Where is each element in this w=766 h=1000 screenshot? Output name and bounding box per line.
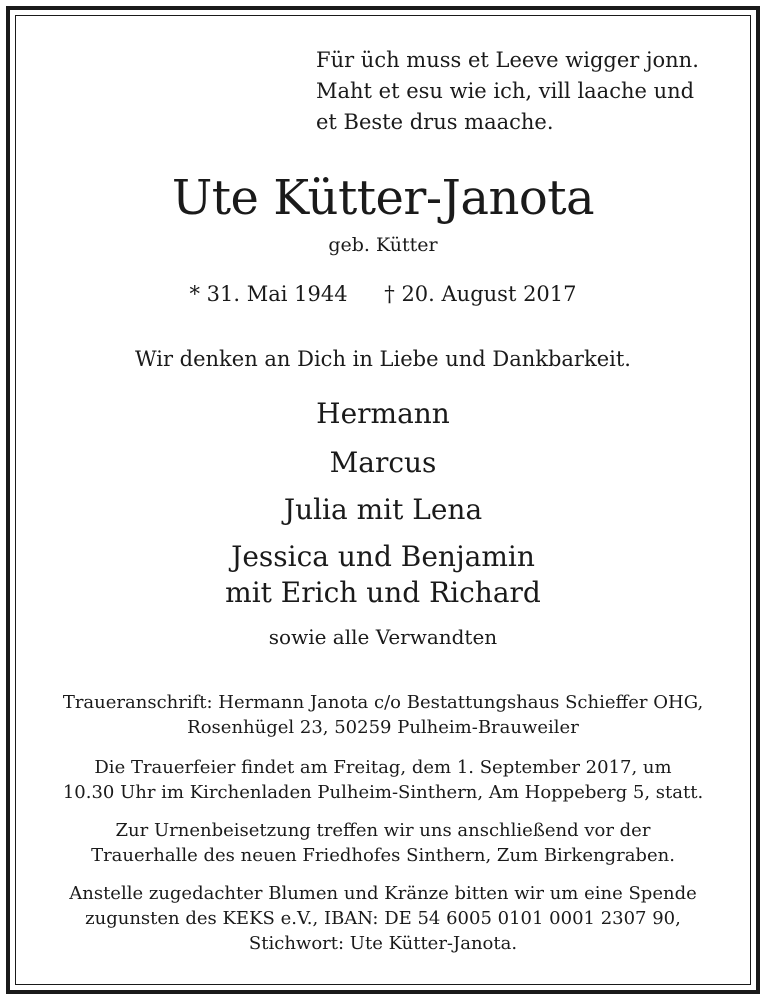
funeral-line: 10.30 Uhr im Kirchenladen Pulheim-Sinthern, Am Hoppeberg 5, statt. xyxy=(62,782,704,803)
funeral-line: Die Trauerfeier findet am Freitag, dem 1. September 2017, um xyxy=(94,757,672,778)
family-member: Hermann xyxy=(316,397,450,430)
relatives-note: sowie alle Verwandten xyxy=(268,625,498,649)
family-member: Julia mit Lena xyxy=(283,493,483,526)
donation-line: Stichwort: Ute Kütter-Janota. xyxy=(248,933,518,954)
donation-notice xyxy=(15,881,751,956)
deceased-name: Ute Kütter-Janota xyxy=(171,170,595,226)
dedication-text: Wir denken an Dich in Liebe und Dankbarkeit. xyxy=(135,347,631,371)
birth-date: * 31. Mai 1944 xyxy=(189,282,348,306)
burial-line: Zur Urnenbeisetzung treffen wir uns anschließend vor der xyxy=(115,820,651,841)
motto-line: et Beste drus maache. xyxy=(316,110,554,134)
motto-verse xyxy=(316,45,736,138)
burial-notice xyxy=(15,818,751,868)
death-date: † 20. August 2017 xyxy=(384,282,577,306)
burial-line: Trauerhalle des neuen Friedhofes Sinthern, Zum Birkengraben. xyxy=(91,845,675,866)
mourning-address xyxy=(15,690,751,740)
donation-line: zugunsten des KEKS e.V., IBAN: DE 54 6005 0101 0001 2307 90, xyxy=(85,908,681,929)
maiden-name: geb. Kütter xyxy=(328,234,438,256)
family-member: Jessica und Benjamin xyxy=(231,540,535,573)
life-dates xyxy=(15,279,751,309)
motto-line: Für üch muss et Leeve wigger jonn. xyxy=(316,48,699,72)
address-line: Traueranschrift: Hermann Janota c/o Bestattungshaus Schieffer OHG, xyxy=(62,692,704,713)
funeral-notice xyxy=(15,755,751,805)
address-line: Rosenhügel 23, 50259 Pulheim-Brauweiler xyxy=(187,717,579,738)
motto-line: Maht et esu wie ich, vill laache und xyxy=(316,79,695,103)
family-member: mit Erich und Richard xyxy=(225,576,541,609)
family-member: Marcus xyxy=(329,446,437,479)
donation-line: Anstelle zugedachter Blumen und Kränze bitten wir um eine Spende xyxy=(69,883,697,904)
